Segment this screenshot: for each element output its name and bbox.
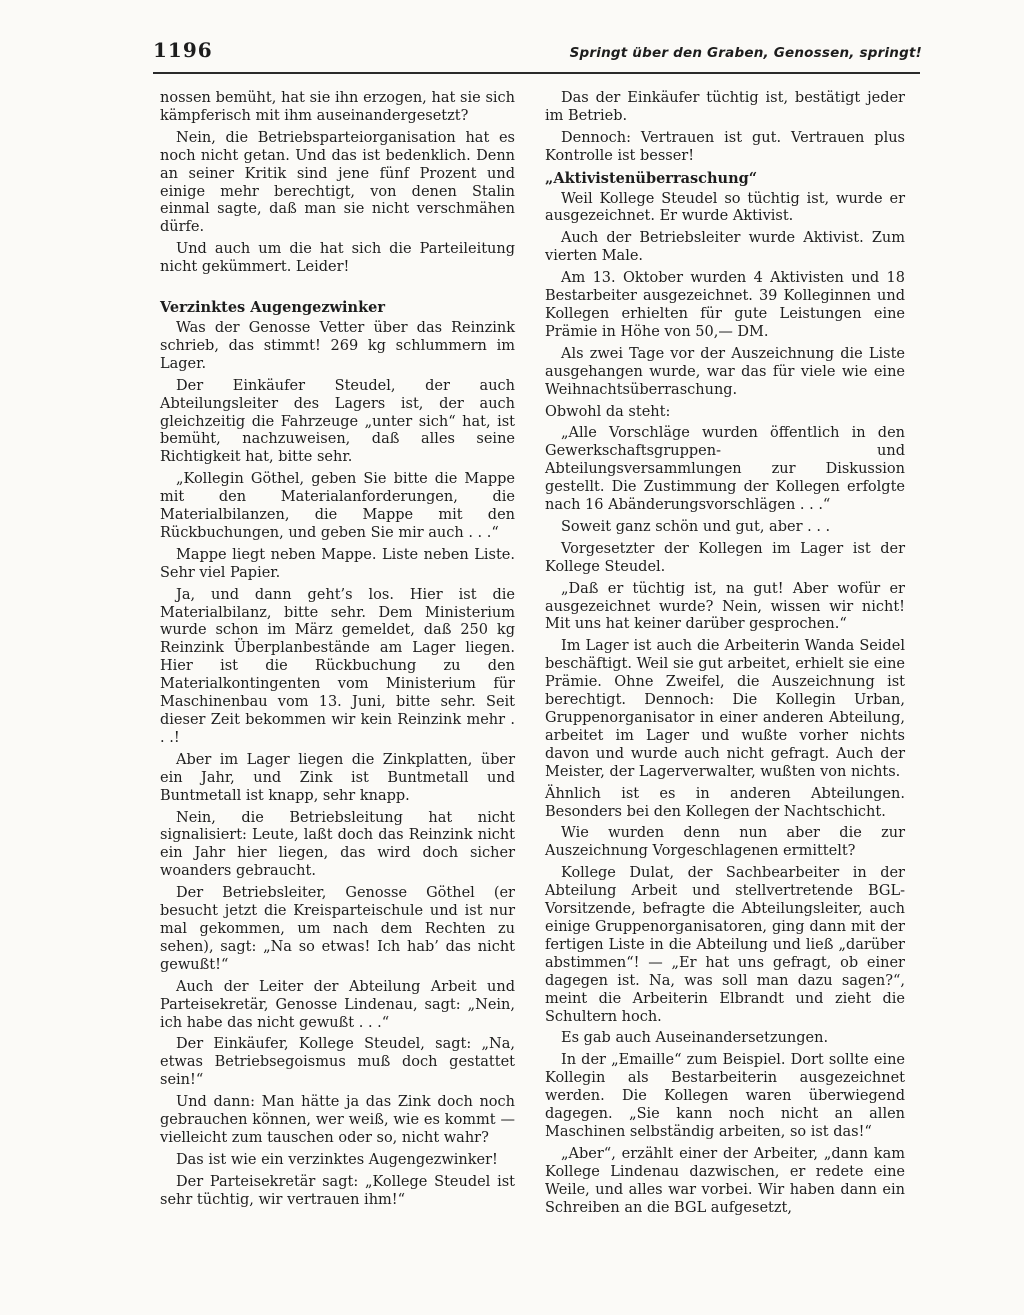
paragraph: Kollege Dulat, der Sachbearbeiter in der Abteilung Arbeit und stellvertretende BGL-Vorsitzende, befragte die Abteilungsleiter, auch einige Gruppenorganisatoren, ging dann mit der fertigen Liste in die Abteilung und ließ „darüber abstimmen“! — „Er hat uns gefragt, ob einer dagegen ist. Na, was soll man dazu sagen?“, meint die Arbeiterin Elbrandt und zieht die Schultern hoch. [545, 865, 905, 1025]
page-number: 1196 [153, 38, 213, 62]
paragraph: Ähnlich ist es in anderen Abteilungen. Besonders bei den Kollegen der Nachtschicht. [545, 785, 905, 820]
header-rule [153, 72, 920, 74]
paragraph: Der Betriebsleiter, Genosse Göthel (er besucht jetzt die Kreisparteischule und ist nur mal gekommen, um nach dem Rechten zu sehen), sagt: „Na so etwas! Ich hab’ das nicht gewußt!“ [160, 885, 515, 973]
paragraph: Weil Kollege Steudel so tüchtig ist, wurde er ausgezeichnet. Er wurde Aktivist. [545, 190, 905, 225]
paragraph: Ja, und dann geht’s los. Hier ist die Materialbilanz, bitte sehr. Dem Ministerium wurde schon im März gemeldet, daß 250 kg Reinzink Überplanbestände am Lager liegen. Hier ist die Rückbuchung zu den Materialkontingenten vom Ministerium für Maschinenbau vom 13. Juni, bitte sehr. Seit dieser Zeit bekommen wir kein Reinzink mehr . . .! [160, 586, 515, 746]
paragraph: Dennoch: Vertrauen ist gut. Vertrauen plus Kontrolle ist besser! [545, 129, 905, 164]
section-heading: „Aktivistenüberraschung“ [545, 169, 758, 187]
paragraph: Obwohl da steht: [545, 403, 671, 420]
paragraph: Soweit ganz schön und gut, aber . . . [561, 518, 831, 535]
running-head: Springt über den Graben, Genossen, springt! [569, 45, 922, 61]
paragraph: Im Lager ist auch die Arbeiterin Wanda Seidel beschäftigt. Weil sie gut arbeitet, erhielt sie eine Prämie. Ohne Zweifel, die Auszeichnung ist berechtigt. Dennoch: Die Kollegin Urban, Gruppenorganisator in einer anderen Abteilung, arbeitet im Lager und wußte vorher nichts davon und wurde auch nicht gefragt. Auch der Meister, der Lagerverwalter, wußten von nichts. [545, 638, 905, 780]
paragraph: Mappe liegt neben Mappe. Liste neben Liste. Sehr viel Papier. [160, 546, 515, 581]
section-heading: Verzinktes Augengezwinker [160, 299, 385, 317]
paragraph: Auch der Leiter der Abteilung Arbeit und Parteisekretär, Genosse Lindenau, sagt: „Nein, ich habe das nicht gewußt . . .“ [160, 978, 515, 1031]
paragraph: nossen bemüht, hat sie ihn erzogen, hat sie sich kämpferisch mit ihm auseinandergesetzt? [160, 90, 515, 124]
right-column [545, 90, 905, 1221]
paragraph: Was der Genosse Vetter über das Reinzink schrieb, das stimmt! 269 kg schlummern im Lager. [160, 319, 515, 372]
paragraph: „Kollegin Göthel, geben Sie bitte die Mappe mit den Materialanforderungen, die Materialbilanzen, die Mappe mit den Rückbuchungen, und geben Sie mir auch . . .“ [160, 471, 515, 541]
paragraph: „Aber“, erzählt einer der Arbeiter, „dann kam Kollege Lindenau dazwischen, er redete eine Weile, und alles war vorbei. Wir haben dann ein Schreiben an die BGL aufgesetzt, [545, 1145, 905, 1216]
paragraph: „Daß er tüchtig ist, na gut! Aber wofür er ausgezeichnet wurde? Nein, wissen wir nicht! Mit uns hat keiner darüber gesprochen.“ [545, 580, 905, 633]
paragraph: Auch der Betriebsleiter wurde Aktivist. Zum vierten Male. [545, 230, 905, 265]
paragraph: Der Einkäufer Steudel, der auch Abteilungsleiter des Lagers ist, der auch gleichzeitig die Fahrzeuge „unter sich“ hat, ist bemüht, nachzuweisen, daß alles seine Richtigkeit hat, bitte sehr. [160, 377, 515, 466]
paragraph: Das der Einkäufer tüchtig ist, bestätigt jeder im Betrieb. [545, 90, 905, 124]
paragraph: Als zwei Tage vor der Auszeichnung die Liste ausgehangen wurde, war das für viele wie eine Weihnachtsüberraschung. [545, 345, 905, 398]
paragraph: Es gab auch Auseinandersetzungen. [561, 1030, 829, 1047]
paragraph: Der Einkäufer, Kollege Steudel, sagt: „Na, etwas Betriebsegoismus muß doch gestattet sein!“ [160, 1036, 515, 1089]
paragraph: Nein, die Betriebsleitung hat nicht signalisiert: Leute, laßt doch das Reinzink nicht ein Jahr hier liegen, das wird doch sicher woanders gebraucht. [160, 809, 515, 880]
quote-paragraph: „Alle Vorschläge wurden öffentlich in den Gewerkschaftsgruppen- und Abteilungsversammlungen zur Diskussion gestellt. Die Zustimmung der Kollegen erfolgte nach 16 Abänderungsvorschlägen . . .“ [545, 425, 905, 514]
paragraph: Wie wurden denn nun aber die zur Auszeichnung Vorgeschlagenen ermittelt? [545, 825, 905, 860]
paragraph: Am 13. Oktober wurden 4 Aktivisten und 18 Bestarbeiter ausgezeichnet. 39 Kolleginnen und Kollegen erhielten für gute Leistungen eine Prämie in Höhe von 50,— DM. [545, 270, 905, 340]
paragraph: In der „Emaille“ zum Beispiel. Dort sollte eine Kollegin als Bestarbeiterin ausgezeichnet werden. Die Kollegen waren überwiegend dagegen. „Sie kann noch nicht an allen Maschinen selbständig arbeiten, so ist das!“ [545, 1052, 905, 1140]
paragraph: Das ist wie ein verzinktes Augengezwinker! [176, 1151, 498, 1168]
paragraph: Vorgesetzter der Kollegen im Lager ist der Kollege Steudel. [545, 540, 905, 575]
paragraph: Aber im Lager liegen die Zinkplatten, über ein Jahr, und Zink ist Buntmetall und Buntmetall ist knapp, sehr knapp. [160, 751, 515, 804]
paragraph: Der Parteisekretär sagt: „Kollege Steudel ist sehr tüchtig, wir vertrauen ihm!“ [160, 1173, 515, 1208]
paragraph: Und auch um die hat sich die Parteileitung nicht gekümmert. Leider! [160, 241, 515, 276]
paragraph: Und dann: Man hätte ja das Zink doch noch gebrauchen können, wer weiß, wie es kommt — vielleicht zum tauschen oder so, nicht wahr? [160, 1094, 515, 1146]
paragraph: Nein, die Betriebsparteiorganisation hat es noch nicht getan. Und das ist bedenklich. Denn an seiner Kritik sind jene fünf Prozent und einige mehr berechtigt, von denen Stalin einmal sagte, daß man sie nicht verschmähen dürfe. [160, 129, 515, 236]
left-column [160, 90, 515, 1214]
